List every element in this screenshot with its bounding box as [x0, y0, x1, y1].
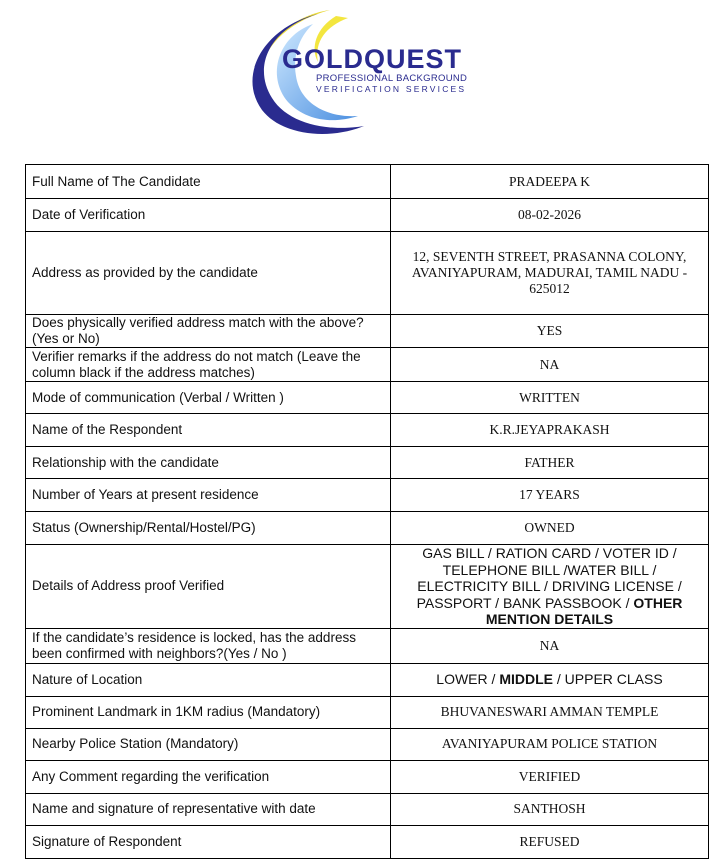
table-row-police-station: [26, 728, 709, 760]
address-proof-selected: OTHER MENTION DETAILS: [485, 594, 683, 627]
label-years-at-residence: Number of Years at present residence: [26, 479, 391, 512]
label-police-station: Nearby Police Station (Mandatory): [26, 728, 391, 760]
label-mode-of-communication: Mode of communication (Verbal / Written ): [26, 382, 391, 414]
label-respondent-name: Name of the Respondent: [26, 414, 391, 447]
value-locked-residence: NA: [391, 628, 709, 663]
value-verifier-remarks: NA: [391, 348, 709, 382]
value-nature-of-location: [391, 663, 709, 696]
value-relationship: FATHER: [391, 447, 709, 479]
table-row-representative: [26, 793, 709, 825]
value-date-of-verification: 08-02-2026: [391, 199, 709, 232]
label-representative: Name and signature of representative with date: [26, 793, 391, 825]
table-row-verifier-remarks: [26, 348, 709, 382]
logo-tagline-2: VERIFICATION SERVICES: [316, 84, 467, 94]
table-row-date: [26, 199, 709, 232]
label-status: Status (Ownership/Rental/Hostel/PG): [26, 512, 391, 545]
table-row-relationship: [26, 447, 709, 479]
value-comment: VERIFIED: [391, 760, 709, 793]
logo-brand-text: GOLDQUEST: [282, 44, 463, 74]
table-row-mode: [26, 382, 709, 414]
address-proof-options: GAS BILL / RATION CARD / VOTER ID / TELEPHONE BILL /WATER BILL / ELECTRICITY BILL / DRIVING LICENSE / PASSPORT / BANK PASSBOOK /: [416, 545, 682, 611]
table-row-status: [26, 512, 709, 545]
value-mode-of-communication: WRITTEN: [391, 382, 709, 414]
label-relationship: Relationship with the candidate: [26, 447, 391, 479]
goldquest-logo-mark: [218, 6, 518, 136]
value-full-name: PRADEEPA K: [391, 165, 709, 199]
table-row-full-name: [26, 165, 709, 199]
label-nature-of-location: Nature of Location: [26, 663, 391, 696]
value-address-proof: [391, 545, 709, 629]
label-respondent-signature: Signature of Respondent: [26, 825, 391, 858]
label-verifier-remarks: Verifier remarks if the address do not match (Leave the column black if the address matches): [26, 348, 391, 382]
table-row-address: [26, 232, 709, 315]
table-row-nature-of-location: [26, 663, 709, 696]
table-row-years: [26, 479, 709, 512]
goldquest-logo: [218, 6, 518, 136]
label-full-name: Full Name of The Candidate: [26, 165, 391, 199]
table-row-address-proof: [26, 545, 709, 629]
location-option-upper: / UPPER CLASS: [552, 671, 663, 688]
label-landmark: Prominent Landmark in 1KM radius (Mandatory): [26, 696, 391, 728]
value-status: OWNED: [391, 512, 709, 545]
value-respondent-signature: REFUSED: [391, 825, 709, 858]
location-option-lower: LOWER /: [436, 671, 500, 688]
value-respondent-name: K.R.JEYAPRAKASH: [391, 414, 709, 447]
label-comment: Any Comment regarding the verification: [26, 760, 391, 793]
label-locked-residence: If the candidate’s residence is locked, has the address been confirmed with neighbors?(Yes / No ): [26, 628, 391, 663]
logo-tagline-1: PROFESSIONAL BACKGROUND: [316, 73, 468, 84]
value-landmark: BHUVANESWARI AMMAN TEMPLE: [391, 696, 709, 728]
table-row-comment: [26, 760, 709, 793]
table-row-address-match: [26, 315, 709, 348]
value-address: 12, SEVENTH STREET, PRASANNA COLONY, AVANIYAPURAM, MADURAI, TAMIL NADU - 625012: [391, 232, 709, 315]
table-row-landmark: [26, 696, 709, 728]
label-address-match: Does physically verified address match with the above? (Yes or No): [26, 315, 391, 348]
value-address-match: YES: [391, 315, 709, 348]
table-row-respondent: [26, 414, 709, 447]
label-address: Address as provided by the candidate: [26, 232, 391, 315]
label-address-proof: Details of Address proof Verified: [26, 545, 391, 629]
value-representative: SANTHOSH: [391, 793, 709, 825]
location-option-middle: MIDDLE: [499, 671, 553, 688]
value-years-at-residence: 17 YEARS: [391, 479, 709, 512]
verification-report-table: [25, 164, 709, 859]
table-row-locked-residence: [26, 628, 709, 663]
label-date-of-verification: Date of Verification: [26, 199, 391, 232]
value-police-station: AVANIYAPURAM POLICE STATION: [391, 728, 709, 760]
